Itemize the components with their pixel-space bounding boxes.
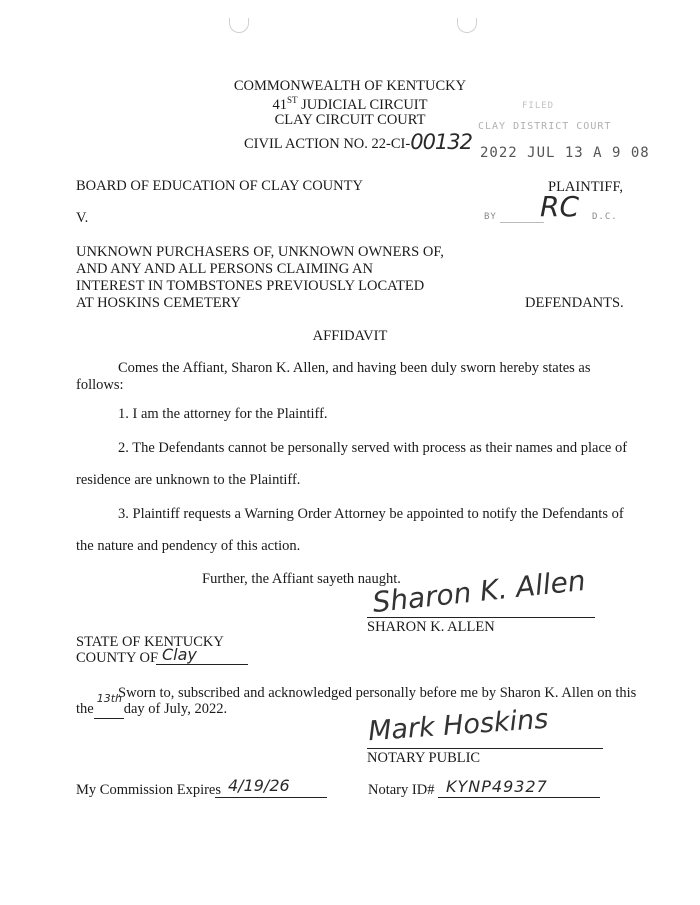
punch-hole-right xyxy=(457,18,477,33)
stamp-clerk: CLAY DISTRICT COURT xyxy=(478,121,612,132)
header-court: CLAY CIRCUIT COURT xyxy=(274,112,426,128)
commission-date-handwritten: 4/19/26 xyxy=(228,776,290,795)
jurat-line-2: the 13th day of July, 2022. xyxy=(76,692,228,717)
case-number-handwritten: 00132 xyxy=(410,130,473,154)
jurat-line-1: Sworn to, subscribed and acknowledged personally before me by Sharon K. Allen on this xyxy=(118,685,637,701)
intro-line-1: Comes the Affiant, Sharon K. Allen, and having been duly sworn hereby states as xyxy=(118,360,591,376)
item-2-line-2: residence are unknown to the Plaintiff. xyxy=(76,472,301,488)
header-judicial-circuit: 41ST JUDICIAL CIRCUIT xyxy=(272,95,428,113)
commission-line xyxy=(215,797,327,798)
item-1: 1. I am the attorney for the Plaintiff. xyxy=(118,406,328,422)
item-3-line-1: 3. Plaintiff requests a Warning Order Attorney be appointed to notify the Defendants of xyxy=(118,506,624,522)
item-2-line-1: 2. The Defendants cannot be personally served with process as their names and place of xyxy=(118,440,628,456)
stamp-by: BY xyxy=(484,212,497,222)
versus: V. xyxy=(76,210,89,226)
stamp-filed: FILED xyxy=(522,101,555,111)
document-title: AFFIDAVIT xyxy=(312,328,388,344)
header-commonwealth: COMMONWEALTH OF KENTUCKY xyxy=(233,78,467,94)
commission-label: My Commission Expires xyxy=(76,782,222,798)
punch-hole-left xyxy=(229,18,249,33)
notary-id-label: Notary ID# xyxy=(368,782,435,798)
plaintiff-label: PLAINTIFF, xyxy=(548,179,623,195)
notary-signature: Mark Hoskins xyxy=(367,703,550,748)
plaintiff-name: BOARD OF EDUCATION OF CLAY COUNTY xyxy=(76,178,363,194)
intro-line-2: follows: xyxy=(76,377,124,393)
notary-signature-line xyxy=(367,748,603,749)
stamp-by-line xyxy=(500,222,544,223)
county-handwritten: Clay xyxy=(162,645,197,664)
notary-id-handwritten: KYNP49327 xyxy=(446,777,548,796)
affiant-signature: Sharon K. Allen xyxy=(370,563,587,620)
defendants-line-2: AND ANY AND ALL PERSONS CLAIMING AN xyxy=(76,261,374,277)
item-3-line-2: the nature and pendency of this action. xyxy=(76,538,301,554)
defendants-label: DEFENDANTS. xyxy=(525,295,624,311)
further-statement: Further, the Affiant sayeth naught. xyxy=(202,571,401,587)
notary-id-line xyxy=(438,797,600,798)
defendants-line-3: INTEREST IN TOMBSTONES PREVIOUSLY LOCATED xyxy=(76,278,425,294)
venue-county: COUNTY OF xyxy=(76,650,159,666)
clerk-initials-handwritten: RC xyxy=(540,190,580,223)
defendants-line-4: AT HOSKINS CEMETERY xyxy=(76,295,241,311)
notary-public-label: NOTARY PUBLIC xyxy=(367,750,481,766)
county-line xyxy=(156,664,248,665)
stamp-dc: D.C. xyxy=(592,212,618,222)
defendants-line-1: UNKNOWN PURCHASERS OF, UNKNOWN OWNERS OF, xyxy=(76,244,444,260)
venue-state: STATE OF KENTUCKY xyxy=(76,634,224,650)
stamp-datetime: 2022 JUL 13 A 9 08 xyxy=(480,145,650,161)
day-handwritten: 13th xyxy=(96,692,123,705)
affiant-signature-line xyxy=(367,617,595,618)
affiant-name: SHARON K. ALLEN xyxy=(367,619,495,635)
header-civil-action: CIVIL ACTION NO. 22-CI-00132 xyxy=(244,130,473,154)
